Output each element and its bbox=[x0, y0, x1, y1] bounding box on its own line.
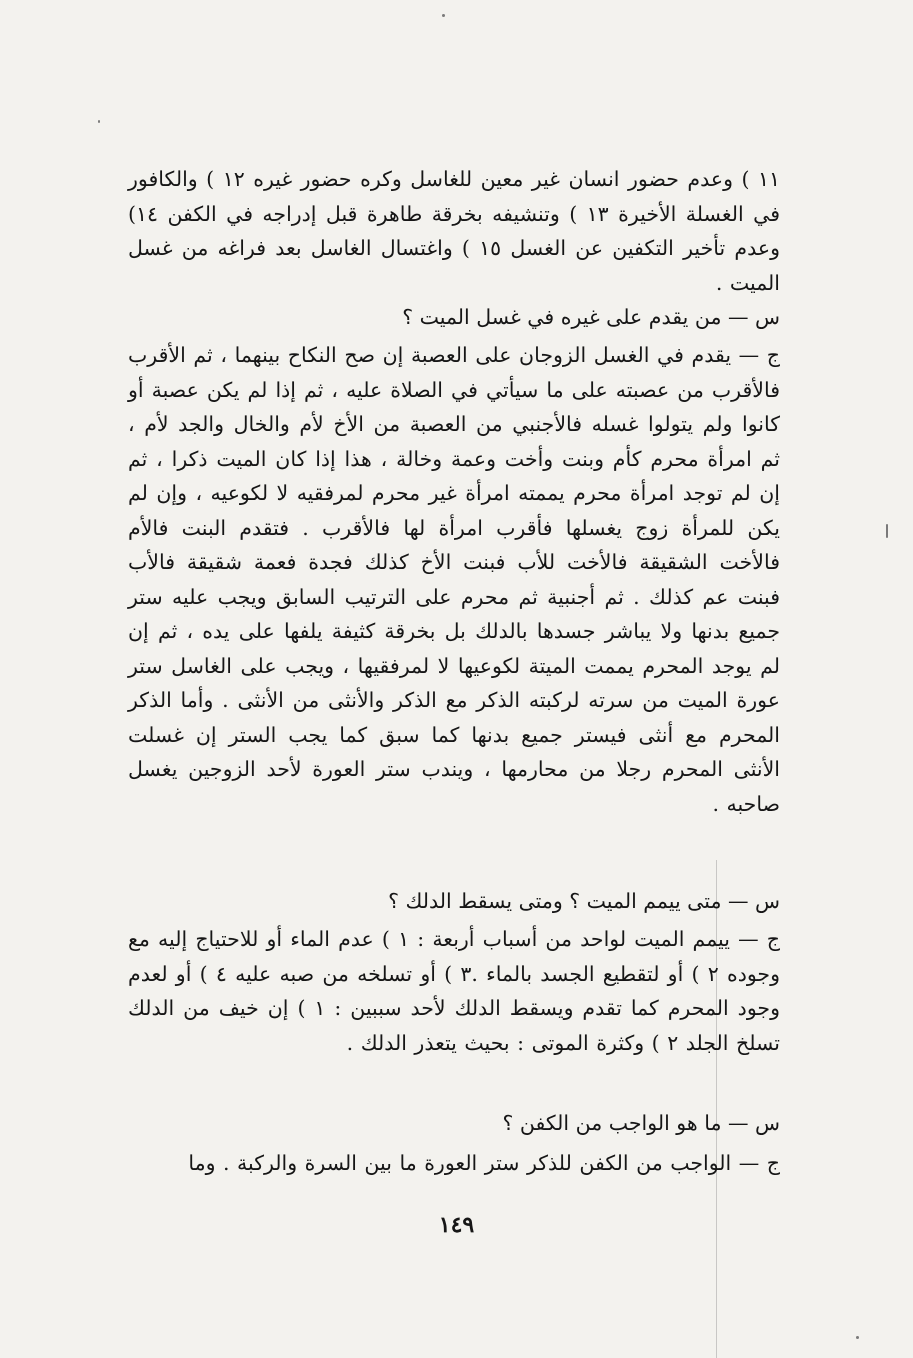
scan-speck bbox=[886, 524, 888, 538]
answer-2: ج — ييمم الميت لواحد من أسباب أربعة : ١ ) عدم الماء أو للاحتياج إليه مع وجوده ٢ ) أو لتقطيع الجسد بالماء .٣ ) أو تسلخه من صبه عليه ٤ ) أو لعدم وجود المحرم كما تقدم ويسقط الدلك لأحد سببين : ١ ) إن خيف من الدلك تسلخ الجلد ٢ ) وكثرة الموتى : بحيث يتعذر الدلك . bbox=[128, 927, 780, 1055]
page-number: ١٤٩ bbox=[438, 1212, 475, 1238]
answer-1: ج — يقدم في الغسل الزوجان على العصبة إن صح النكاح بينهما ، ثم الأقرب فالأقرب من عصبته على ما سيأتي في الصلاة عليه ، ثم إذا لم يكن عصبة أو كانوا ولم يتولوا غسله فالأجنبي من العصبة من الأخ لأم والخال والجد لأم ، ثم امرأة محرم كأم وبنت وأخت وعمة وخالة ، هذا إذا كان الميت ذكرا ، ثم إن لم توجد امرأة محرم يممته امرأة غير محرم لمرفقيه لا لكوعيه ، وإن لم يكن للمرأة زوج يغسلها فأقرب امرأة لها فالأقرب . فتقدم البنت فالأم فالأخت الشقيقة فالأخت للأب فبنت الأخ كذلك فجدة فعمة شقيقة فالأب فبنت عم كذلك . ثم أجنبية ثم محرم على الترتيب السابق ويجب عليه ستر جميع بدنها ولا يباشر جسدها بالدلك بل بخرقة كثيفة يلفها على يده ، ثم إن لم يوجد المحرم يممت الميتة لكوعيها لا لمرفقيها ، ويجب على الغاسل ستر عورة الميت من سرته لركبته الذكر مع الذكر والأنثى من الأنثى . وأما الذكر المحرم مع أنثى فيستر جميع بدنها كما سبق كما يجب الستر إن غسلت الأنثى المحرم رجلا من محارمها ، ويندب ستر العورة لأحد الزوجين يغسل صاحبه . bbox=[128, 343, 780, 816]
scan-speck bbox=[442, 14, 445, 17]
scan-speck bbox=[856, 1336, 859, 1339]
answer-3: ج — الواجب من الكفن للذكر ستر العورة ما بين السرة والركبة . وما bbox=[188, 1151, 780, 1175]
scan-speck bbox=[98, 120, 100, 123]
question-1: س — من يقدم على غيره في غسل الميت ؟ bbox=[402, 305, 780, 329]
question-2: س — متى ييمم الميت ؟ ومتى يسقط الدلك ؟ bbox=[388, 889, 780, 913]
question-3: س — ما هو الواجب من الكفن ؟ bbox=[502, 1111, 780, 1135]
paragraph-continuation: ١١ ) وعدم حضور انسان غير معين للغاسل وكره حضور غيره ١٢ ) والكافور في الغسلة الأخيرة ١٣ ) وتنشيفه بخرقة طاهرة قبل إدراجه في الكفن ١٤) وعدم تأخير التكفين عن الغسل ١٥ ) واغتسال الغاسل بعد فراغه من غسل الميت . bbox=[128, 167, 780, 295]
